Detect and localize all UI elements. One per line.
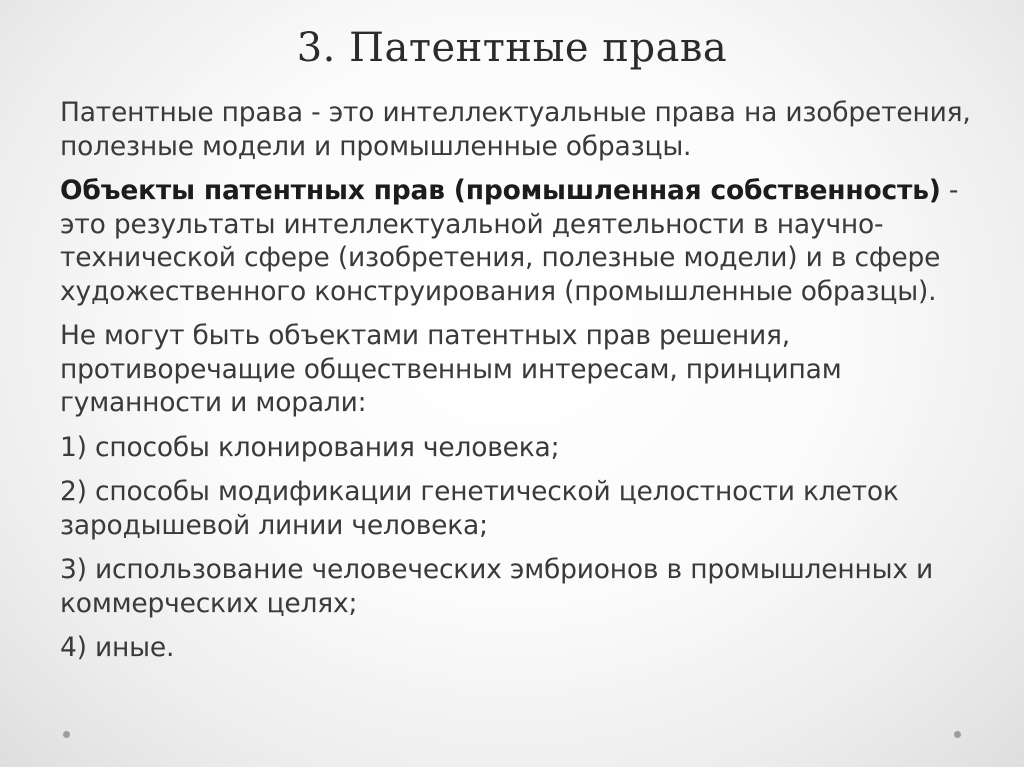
paragraph-objects [60,174,990,308]
list-item-text: 2) способы модификации генетической целостности клеток зародышевой линии человека; [60,476,899,541]
list-item [60,431,990,465]
slide-title: 3. Патентные права [296,25,728,71]
list-item-text: 3) использование человеческих эмбрионов в промышленных и коммерческих целях; [60,554,934,619]
corner-dot-right [954,731,961,738]
list-item [60,553,990,620]
paragraph-text: Не могут быть объектами патентных прав решения, противоречащие общественным интересам, принципам гуманности и морали: [60,320,842,418]
paragraph-definition [60,96,990,163]
list-item [60,475,990,542]
paragraph-text: - это результаты интеллектуальной деятельности в научно-технической сфере (изобретения, полезные модели) и в сфере художественного конструирования (промышленные образцы). [60,175,959,307]
slide-body [60,96,990,665]
list-item-text: 1) способы клонирования человека; [60,431,560,463]
corner-dot-left [63,731,70,738]
list-item [60,631,990,665]
paragraph-bold-term: Объекты патентных прав (промышленная собственность) [60,175,941,206]
paragraph-text: Патентные права - это интеллектуальные права на изобретения, полезные модели и промышленные образцы. [60,97,971,162]
paragraph-exclusions-intro [60,319,990,420]
list-item-text: 4) иные. [60,632,175,663]
